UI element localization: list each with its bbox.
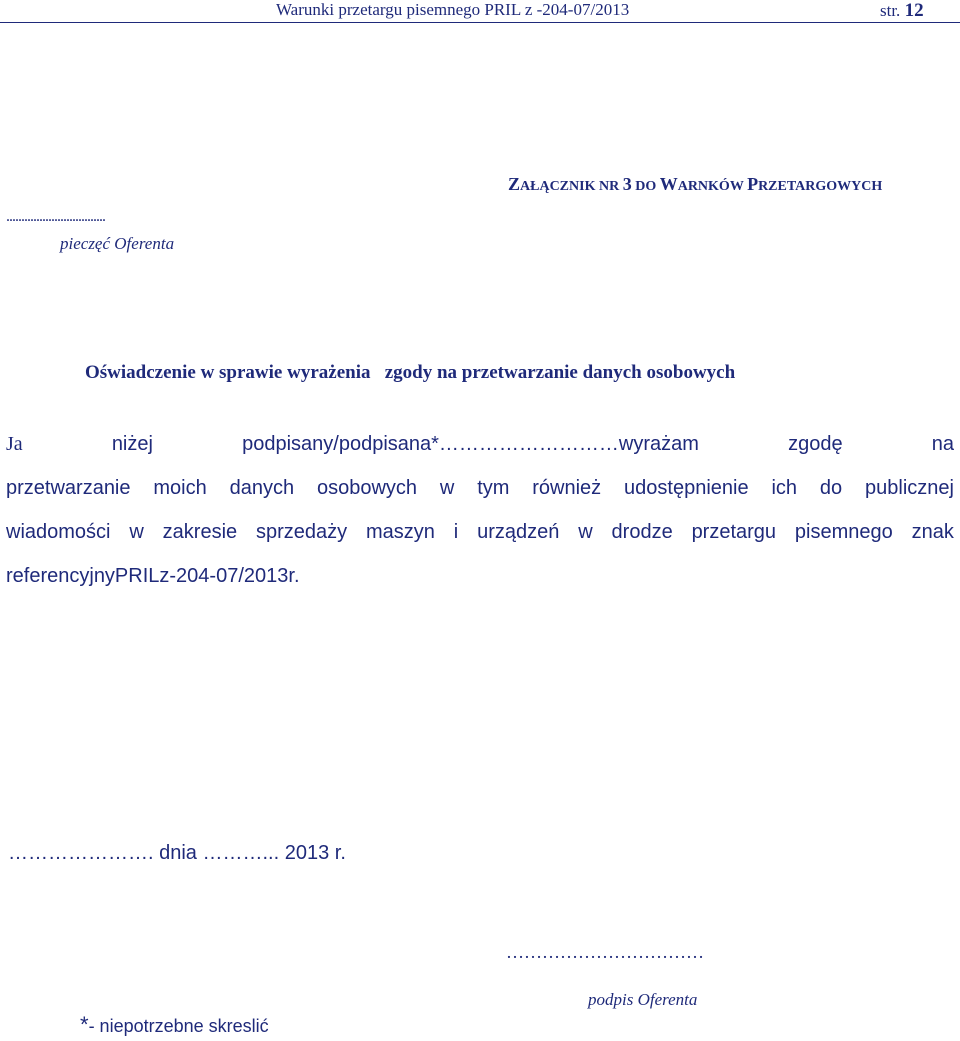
footnote — [80, 1012, 269, 1038]
header-divider — [0, 22, 960, 23]
signature-dots: …………………………… — [506, 942, 704, 962]
document-title: Oświadczenie w sprawie wyrażenia zgody na przetwarzanie danych osobowych — [85, 362, 736, 383]
word: publicznej — [865, 477, 954, 499]
page-number-value: 12 — [904, 0, 924, 21]
body-line-2 — [6, 466, 954, 510]
stamp-label: pieczęć Oferenta — [60, 234, 175, 253]
word: drodze — [611, 521, 673, 543]
word: osobowych — [316, 477, 418, 499]
word: urządzeń — [477, 521, 560, 543]
word: w — [439, 477, 455, 499]
annex-w-rest: ARNKÓW — [677, 179, 748, 194]
word: wiadomości — [6, 521, 111, 543]
date-line: …………………. dnia ………... 2013 r. — [8, 842, 346, 864]
annex-number: 3 — [622, 174, 632, 194]
body-line-1 — [6, 422, 954, 466]
word: sprzedaży — [256, 521, 348, 543]
word: na — [931, 433, 954, 455]
page-number — [880, 0, 924, 22]
signature-label: podpis Oferenta — [588, 990, 698, 1009]
header-title: Warunki przetargu pisemnego PRIL z -204-07/2013 — [276, 0, 630, 19]
stamp-dots: ................................. — [6, 208, 105, 225]
word: udostępnienie — [624, 477, 749, 499]
annex-p-letter: P — [747, 174, 759, 194]
annex-p-rest: RZETARGOWYCH — [758, 179, 883, 194]
word: w — [578, 521, 593, 543]
annex-first-letter: Z — [508, 174, 521, 194]
word: w — [129, 521, 144, 543]
page-prefix: str. — [880, 1, 901, 20]
word: danych — [229, 477, 295, 499]
body-line-4 — [6, 554, 954, 598]
annex-label — [508, 174, 882, 195]
word: przetwarzanie — [6, 477, 131, 499]
annex-w-letter: W — [659, 174, 678, 194]
word: maszyn — [366, 521, 435, 543]
word: zgodę — [788, 433, 843, 455]
word: podpisany/podpisana*………………………wyrażam — [242, 433, 699, 455]
reference-number: referencyjnyPRILz-204-07/2013r. — [6, 565, 300, 587]
word: przetargu — [691, 521, 777, 543]
word: znak — [911, 521, 954, 543]
word: do — [819, 477, 843, 499]
word: zakresie — [162, 521, 238, 543]
word: tym — [477, 477, 510, 499]
body-line-3 — [6, 510, 954, 554]
footnote-text: - niepotrzebne skreslić — [88, 1016, 269, 1036]
word: również — [532, 477, 602, 499]
word: ich — [771, 477, 798, 499]
footnote-star: * — [80, 1012, 89, 1037]
word: niżej — [111, 433, 153, 455]
annex-do: DO — [631, 179, 660, 194]
annex-rest: AŁĄCZNIK NR — [520, 179, 623, 194]
declaration-paragraph — [6, 422, 954, 598]
word: Ja — [6, 433, 23, 455]
word: moich — [153, 477, 207, 499]
word: i — [453, 521, 459, 543]
word: pisemnego — [794, 521, 893, 543]
